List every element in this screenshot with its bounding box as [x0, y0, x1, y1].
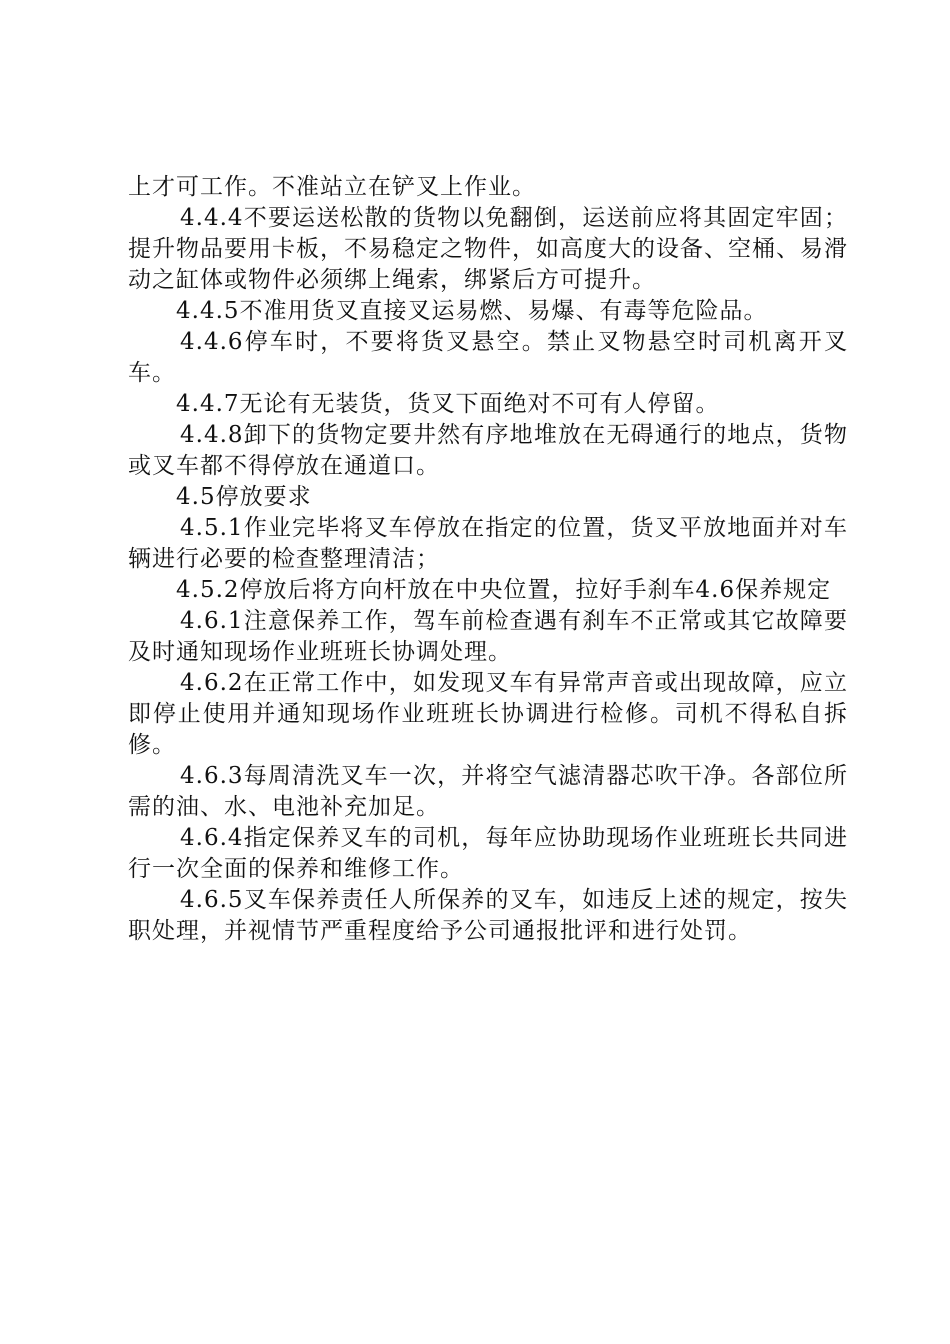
paragraph-4-6-4: 4.6.4指定保养叉车的司机，每年应协助现场作业班班长共同进行一次全面的保养和维修工作。: [128, 825, 848, 882]
paragraph-4-4-8: 4.4.8卸下的货物定要井然有序地堆放在无碍通行的地点，货物或叉车都不得停放在通道口。: [128, 422, 848, 479]
paragraph-4-4-4: 4.4.4不要运送松散的货物以免翻倒，运送前应将其固定牢固；提升物品要用卡板，不易稳定之物件，如高度大的设备、空桶、易滑动之缸体或物件必须绑上绳索，绑紧后方可提升。: [128, 205, 848, 293]
paragraph-4-6-5: 4.6.5叉车保养责任人所保养的叉车，如违反上述的规定，按失职处理，并视情节严重程度给予公司通报批评和进行处罚。: [128, 887, 848, 944]
paragraph-continuation: 上才可工作。不准站立在铲叉上作业。: [128, 174, 536, 200]
paragraph-4-4-6: 4.4.6停车时，不要将货叉悬空。禁止叉物悬空时司机离开叉车。: [128, 329, 848, 386]
paragraph-4-4-5: 4.4.5不准用货叉直接叉运易燃、易爆、有毒等危险品。: [176, 298, 768, 324]
paragraph-4-6-1: 4.6.1注意保养工作，驾车前检查遇有刹车不正常或其它故障要及时通知现场作业班班长协调处理。: [128, 608, 848, 665]
paragraph-4-4-7: 4.4.7无论有无装货，货叉下面绝对不可有人停留。: [176, 391, 720, 417]
section-heading-4-5: 4.5停放要求: [176, 484, 312, 510]
document-body: [128, 172, 848, 947]
paragraph-4-5-1: 4.5.1作业完毕将叉车停放在指定的位置，货叉平放地面并对车辆进行必要的检查整理清洁；: [128, 515, 848, 572]
paragraph-4-6-2: 4.6.2在正常工作中，如发现叉车有异常声音或出现故障，应立即停止使用并通知现场作业班班长协调进行检修。司机不得私自拆修。: [128, 670, 848, 758]
paragraph-4-5-2: 4.5.2停放后将方向杆放在中央位置，拉好手刹车4.6保养规定: [176, 577, 832, 603]
paragraph-4-6-3: 4.6.3每周清洗叉车一次，并将空气滤清器芯吹干净。各部位所需的油、水、电池补充加足。: [128, 763, 848, 820]
